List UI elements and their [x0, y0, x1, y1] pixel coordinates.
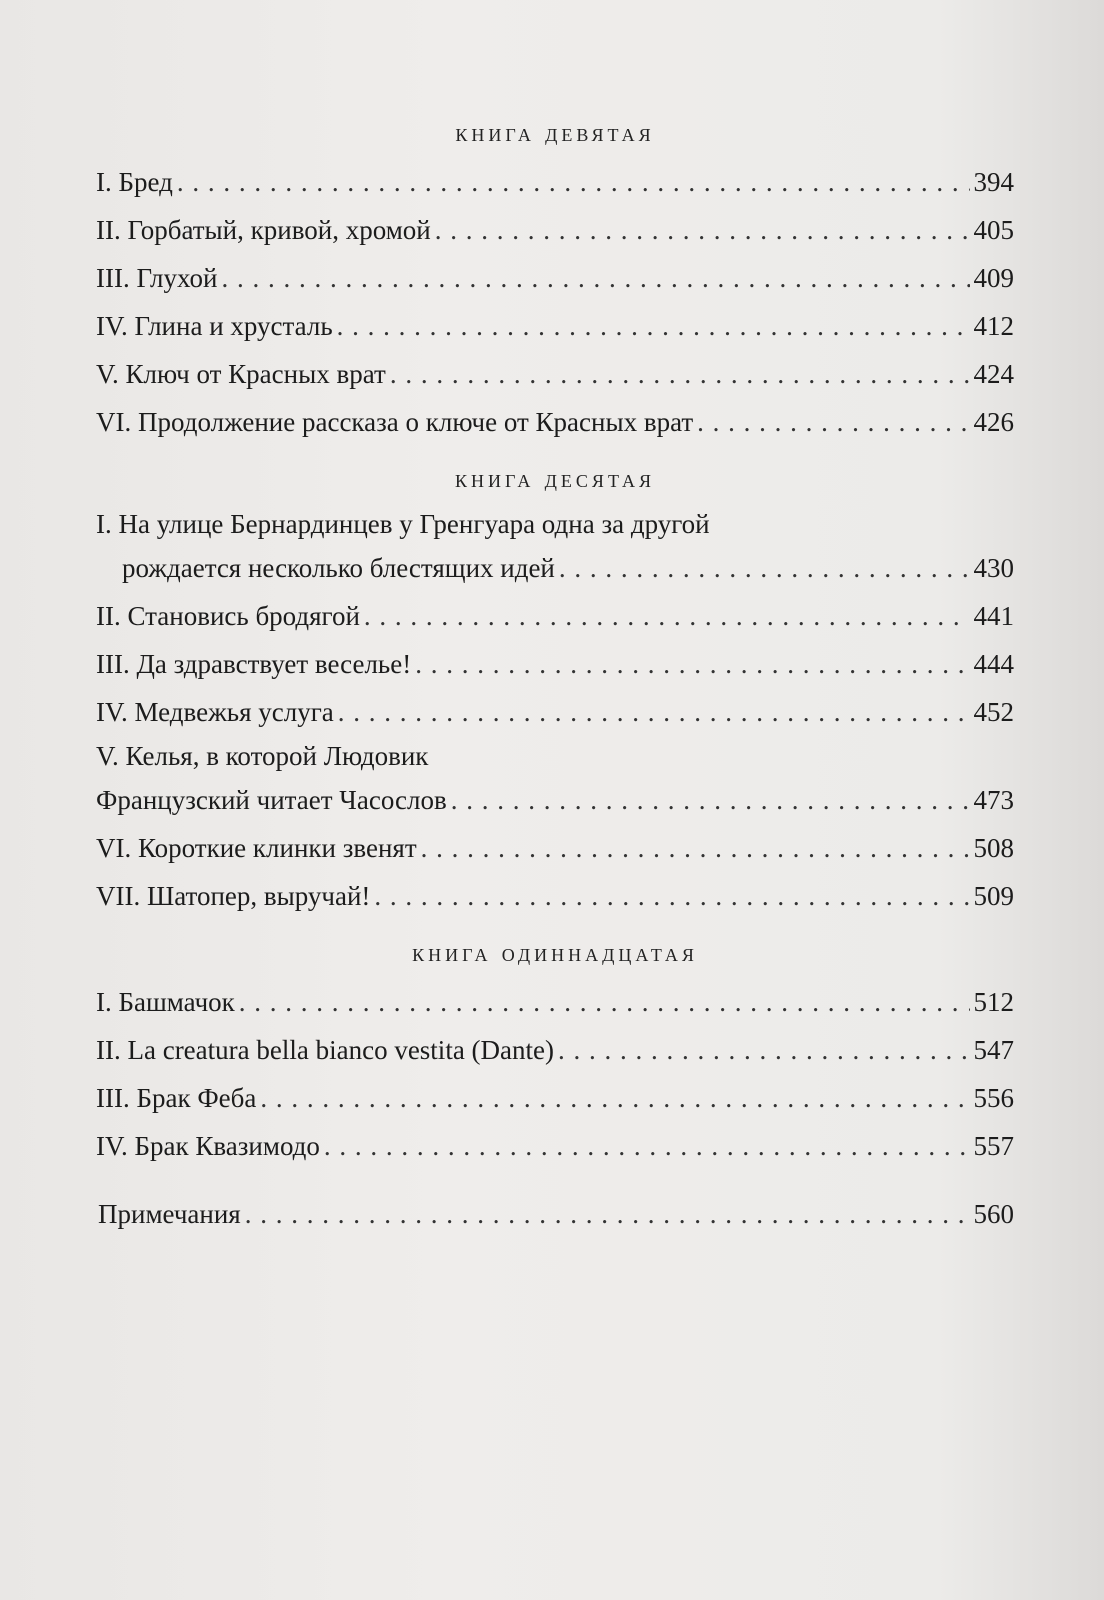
dot-leader — [374, 872, 969, 920]
entry-title: IV. Брак Квазимодо — [96, 1131, 320, 1161]
entry-page-number: 405 — [973, 215, 1014, 245]
toc-entry-notes — [96, 1190, 1014, 1238]
entry-page-number: 409 — [973, 263, 1014, 293]
toc-entry — [96, 350, 1014, 398]
entry-page-number: 444 — [973, 649, 1014, 679]
entry-page-number: 452 — [973, 697, 1014, 727]
entry-title: рождается несколько блестящих идей — [122, 553, 555, 583]
toc-entry — [96, 978, 1014, 1026]
entry-title: III. Глухой — [96, 263, 218, 293]
toc-entry — [96, 206, 1014, 254]
toc-entry — [96, 398, 1014, 446]
toc-entry — [96, 302, 1014, 350]
toc-entry — [96, 688, 1014, 736]
entry-title-line1: I. На улице Бернардинцев у Гренгуара одна за другой — [96, 509, 710, 539]
toc-entry — [96, 776, 1014, 824]
table-of-contents — [96, 110, 1014, 1238]
entry-title: I. Бред — [96, 167, 173, 197]
book-heading: книга десятая — [454, 466, 656, 493]
dot-leader — [221, 254, 969, 302]
entry-title: V. Ключ от Красных врат — [96, 359, 386, 389]
entry-page-number: 512 — [973, 987, 1014, 1017]
toc-entry — [96, 544, 1014, 592]
toc-entry — [96, 640, 1014, 688]
entry-title: VI. Продолжение рассказа о ключе от Красных врат — [96, 407, 694, 437]
entry-title: IV. Глина и хрусталь — [96, 311, 333, 341]
toc-entry — [96, 592, 1014, 640]
entry-page-number: 441 — [973, 601, 1014, 631]
book-heading: книга одиннадцатая — [412, 940, 698, 967]
entry-page-number: 556 — [973, 1083, 1014, 1113]
dot-leader — [239, 978, 970, 1026]
toc-entry-multiline — [96, 504, 1014, 592]
entry-page-number: 508 — [973, 833, 1014, 863]
toc-entry — [96, 872, 1014, 920]
entry-page-number: 412 — [973, 311, 1014, 341]
entry-title: IV. Медвежья услуга — [96, 697, 334, 727]
dot-leader — [415, 640, 969, 688]
dot-leader — [337, 302, 970, 350]
dot-leader — [558, 1026, 970, 1074]
entry-title: Французский читает Часослов — [96, 785, 447, 815]
entry-title: I. Башмачок — [96, 987, 235, 1017]
entry-page-number: 473 — [973, 785, 1014, 815]
toc-entry — [96, 1026, 1014, 1074]
dot-leader — [559, 544, 970, 592]
entry-page-number: 424 — [973, 359, 1014, 389]
dot-leader — [451, 776, 970, 824]
toc-entry-multiline — [96, 736, 1014, 824]
notes-title: Примечания — [98, 1199, 241, 1229]
entry-title-line1: V. Келья, в которой Людовик — [96, 741, 429, 771]
entry-title: II. La creatura bella bianco vestita (Dante) — [96, 1035, 554, 1065]
dot-leader — [260, 1074, 969, 1122]
toc-entry — [96, 158, 1014, 206]
dot-leader — [364, 592, 970, 640]
entry-title: VII. Шатопер, выручай! — [96, 881, 371, 911]
entry-page-number: 547 — [973, 1035, 1014, 1065]
dot-leader — [177, 158, 970, 206]
toc-entry — [96, 1074, 1014, 1122]
toc-entry — [96, 824, 1014, 872]
entry-title: III. Да здравствует веселье! — [96, 649, 412, 679]
entry-page-number: 430 — [973, 553, 1014, 583]
dot-leader — [245, 1190, 970, 1238]
entry-title: III. Брак Феба — [96, 1083, 257, 1113]
toc-entry — [96, 254, 1014, 302]
entry-page-number: 394 — [973, 167, 1014, 197]
notes-page-number: 560 — [973, 1199, 1014, 1229]
dot-leader — [338, 688, 970, 736]
dot-leader — [435, 206, 970, 254]
entry-page-number: 557 — [973, 1131, 1014, 1161]
book-heading: книга девятая — [455, 120, 655, 147]
entry-title: VI. Короткие клинки звенят — [96, 833, 417, 863]
entry-title: II. Горбатый, кривой, хромой — [96, 215, 431, 245]
dot-leader — [390, 350, 970, 398]
dot-leader — [697, 398, 969, 446]
entry-page-number: 509 — [973, 881, 1014, 911]
entry-page-number: 426 — [973, 407, 1014, 437]
entry-title: II. Становись бродягой — [96, 601, 360, 631]
dot-leader — [324, 1122, 970, 1170]
dot-leader — [421, 824, 970, 872]
toc-entry — [96, 1122, 1014, 1170]
